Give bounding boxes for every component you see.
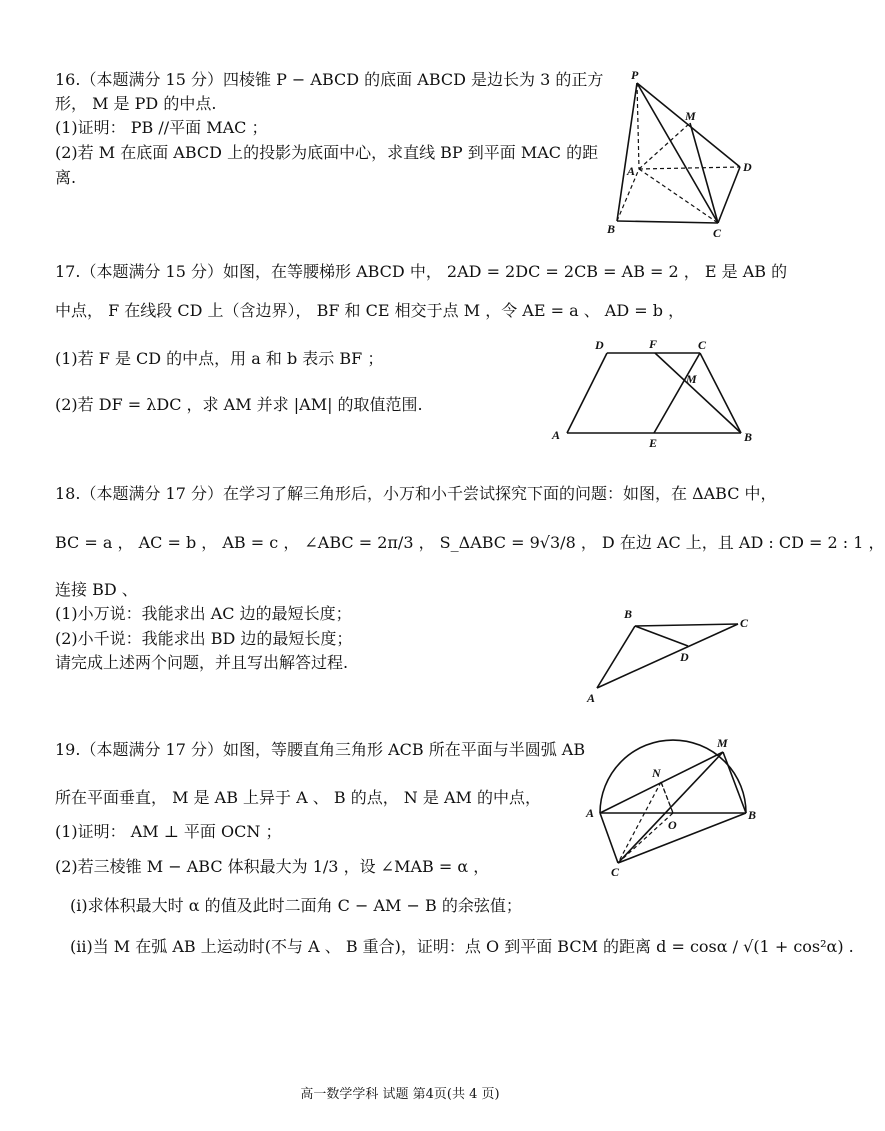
q18-line3: 连接 BD 、 (55, 580, 138, 599)
q16-label-c: C (713, 226, 722, 240)
q18-label-d: D (680, 650, 689, 664)
q19-semicircle-figure (580, 725, 765, 880)
q17-label-b: B (744, 430, 753, 444)
q19-line2: 所在平面垂直， M 是 AB 上异于 A 、 B 的点， N 是 AM 的中点， (55, 788, 541, 807)
q17-label-m: M (686, 372, 697, 386)
q17-label-e: E (649, 436, 658, 450)
page-footer: 高一数学学科 试题 第4页(共 4 页) (300, 1087, 500, 1102)
q19-label-c: C (611, 865, 620, 879)
q17-trapezoid-figure (545, 335, 765, 450)
q17-line2: 中点， F 在线段 CD 上（含边界）， BF 和 CE 相交于点 M ，令 AE = a 、 AD = b ， (55, 301, 685, 320)
q18-label-b: B (624, 607, 633, 621)
q18-line2: BC = a ， AC = b ， AB = c ， ∠ABC = 2π/3 ， S_ΔABC = 9√3/8 ， D 在边 AC 上，且 AD : CD = 2 : 1 ， (55, 533, 885, 552)
q19-line3: (1)证明： AM ⊥ 平面 OCN ； (55, 822, 282, 841)
q16-line1: 16.（本题满分 15 分）四棱锥 P − ABCD 的底面 ABCD 是边长为 3 的正方 (55, 70, 604, 89)
q18-line6: 请完成上述两个问题，并且写出解答过程. (55, 653, 349, 672)
q17-line1: 17.（本题满分 15 分）如图，在等腰梯形 ABCD 中， 2AD = 2DC = 2CB = AB = 2 ， E 是 AB 的 (55, 262, 788, 281)
q19-line5: (i)求体积最大时 α 的值及此时二面角 C − AM − B 的余弦值； (70, 896, 522, 915)
q17-label-c: C (698, 338, 707, 352)
q16-line5: 离. (55, 168, 77, 187)
q19-label-a: A (586, 806, 595, 820)
q18-label-c: C (740, 616, 749, 630)
q16-line2: 形， M 是 PD 的中点. (55, 94, 217, 113)
q16-label-m: M (685, 109, 696, 123)
q16-label-a: A (627, 164, 636, 178)
q16-label-b: B (607, 222, 616, 236)
q17-label-a: A (552, 428, 561, 442)
q18-triangle-figure (580, 600, 765, 710)
q16-line3: (1)证明： PB //平面 MAC ； (55, 118, 268, 137)
q17-label-f: F (649, 337, 658, 351)
q19-line4: (2)若三棱锥 M − ABC 体积最大为 1/3 ，设 ∠MAB = α ， (55, 857, 490, 876)
q19-label-o: O (668, 818, 677, 832)
q17-line4: (2)若 DF = λDC ，求 AM 并求 |AM| 的取值范围. (55, 395, 423, 414)
q17-line3: (1)若 F 是 CD 的中点，用 a 和 b 表示 BF ； (55, 349, 384, 368)
q18-line1: 18.（本题满分 17 分）在学习了解三角形后，小万和小千尝试探究下面的问题：如图，在 ΔABC 中， (55, 484, 777, 503)
q18-line5: (2)小千说：我能求出 BD 边的最短长度； (55, 629, 353, 648)
q19-label-n: N (652, 766, 661, 780)
q19-line6: (ii)当 M 在弧 AB 上运动时(不与 A 、 B 重合)，证明：点 O 到平面 BCM 的距离 d = cosα / √(1 + cos²α) . (70, 937, 854, 956)
q16-line4: (2)若 M 在底面 ABCD 上的投影为底面中心，求直线 BP 到平面 MAC 的距 (55, 143, 599, 162)
q17-label-d: D (595, 338, 604, 352)
q19-line1: 19.（本题满分 17 分）如图，等腰直角三角形 ACB 所在平面与半圆弧 AB (55, 740, 586, 759)
q19-label-b: B (748, 808, 757, 822)
q16-label-d: D (743, 160, 752, 174)
q19-label-m: M (717, 736, 728, 750)
q16-pyramid-figure (595, 65, 770, 240)
q18-line4: (1)小万说：我能求出 AC 边的最短长度； (55, 604, 352, 623)
q18-label-a: A (587, 691, 596, 705)
q16-label-p: P (631, 68, 639, 82)
